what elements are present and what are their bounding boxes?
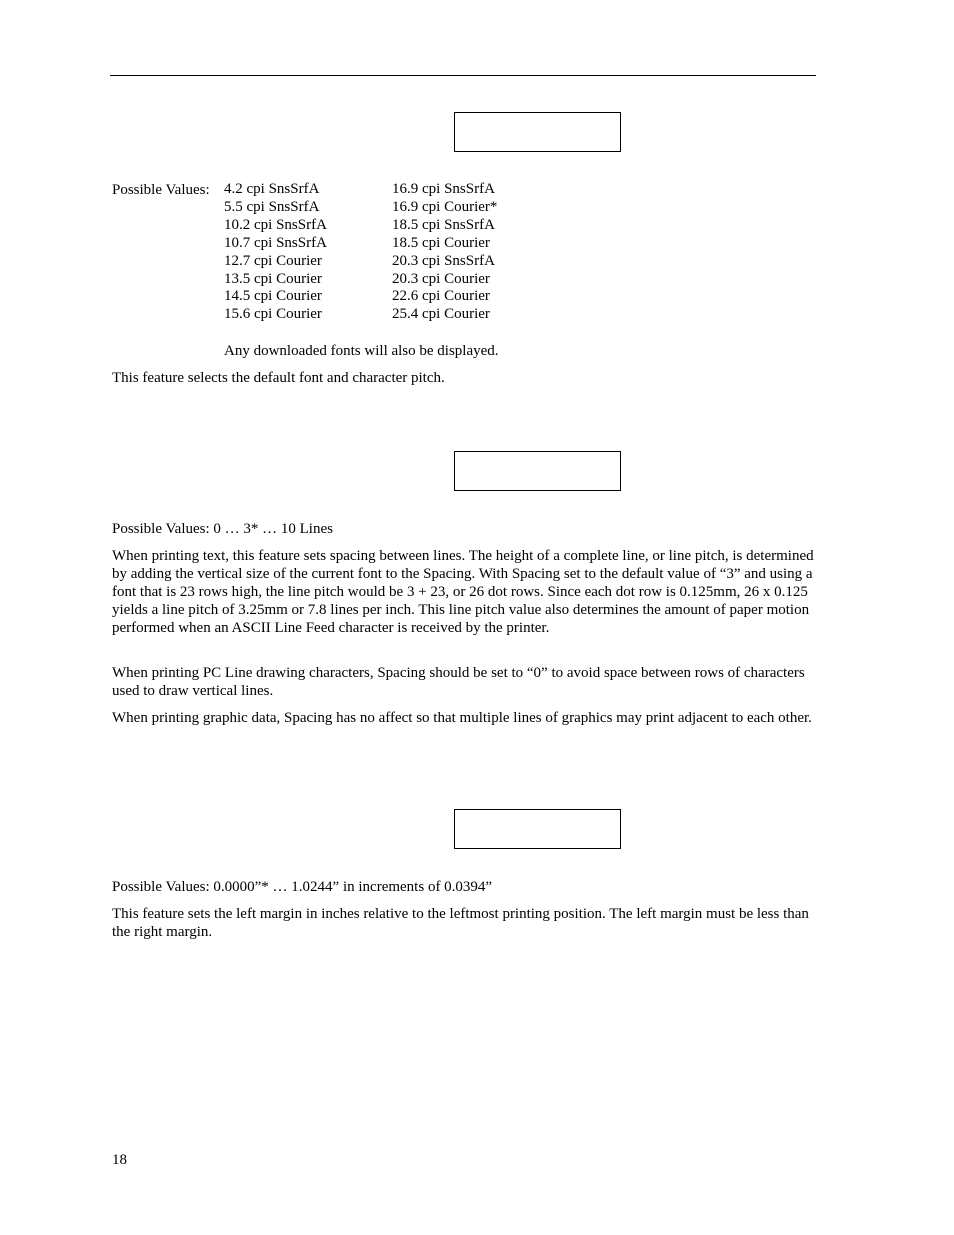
font-value: 13.5 cpi Courier — [224, 270, 322, 287]
font-value: 10.2 cpi SnsSrfA — [224, 216, 327, 233]
spacing-paragraph: When printing PC Line drawing characters, Spacing should be set to “0” to avoid space between rows of characters used to draw vertical lines. — [112, 665, 805, 699]
font-description: This feature selects the default font and character pitch. — [112, 370, 445, 386]
left-margin-display-box — [454, 809, 621, 849]
font-value: 20.3 cpi SnsSrfA — [392, 252, 495, 269]
spacing-paragraph: When printing graphic data, Spacing has no affect so that multiple lines of graphics may print adjacent to each other. — [112, 710, 812, 726]
font-values-column-2 — [392, 181, 497, 324]
spacing-paragraph: When printing text, this feature sets spacing between lines. The height of a complete line, or line pitch, is determined by adding the vertical size of the current font to the Spacing. With Spacing set to the default value of “3” and using a font that is 23 rows high, the line pitch would be 3 + 23, or 26 dot rows. Since each dot row is 0.125mm, 26 x 0.125 yields a line pitch of 3.25mm or 7.8 lines per inch. This line pitch value also determines the amount of paper motion performed when an ASCII Line Feed character is received by the printer. — [112, 548, 814, 636]
left-margin-description: This feature sets the left margin in inches relative to the leftmost printing position. The left margin must be less than the right margin. — [112, 906, 809, 940]
font-value: 10.7 cpi SnsSrfA — [224, 234, 327, 251]
font-value: 25.4 cpi Courier — [392, 306, 490, 323]
font-value: 15.6 cpi Courier — [224, 306, 322, 323]
spacing-display-box — [454, 451, 621, 491]
font-value: 14.5 cpi Courier — [224, 288, 322, 305]
header-rule — [110, 75, 816, 76]
font-value: 22.6 cpi Courier — [392, 288, 490, 305]
left-margin-values: Possible Values: 0.0000”* … 1.0244” in increments of 0.0394” — [112, 879, 493, 895]
font-value: 20.3 cpi Courier — [392, 270, 490, 287]
font-note: Any downloaded fonts will also be displayed. — [224, 343, 499, 359]
font-value: 4.2 cpi SnsSrfA — [224, 181, 320, 197]
font-value: 12.7 cpi Courier — [224, 252, 322, 269]
font-value: 16.9 cpi Courier* — [392, 198, 498, 215]
font-display-box — [454, 112, 621, 152]
font-values-column-1 — [224, 181, 327, 324]
font-value: 18.5 cpi SnsSrfA — [392, 216, 495, 233]
spacing-values: Possible Values: 0 … 3* … 10 Lines — [112, 521, 333, 537]
page-number: 18 — [112, 1152, 127, 1168]
font-value: 18.5 cpi Courier — [392, 234, 490, 251]
font-values-label: Possible Values: — [112, 182, 210, 198]
font-value: 16.9 cpi SnsSrfA — [392, 181, 495, 197]
font-value: 5.5 cpi SnsSrfA — [224, 198, 320, 215]
